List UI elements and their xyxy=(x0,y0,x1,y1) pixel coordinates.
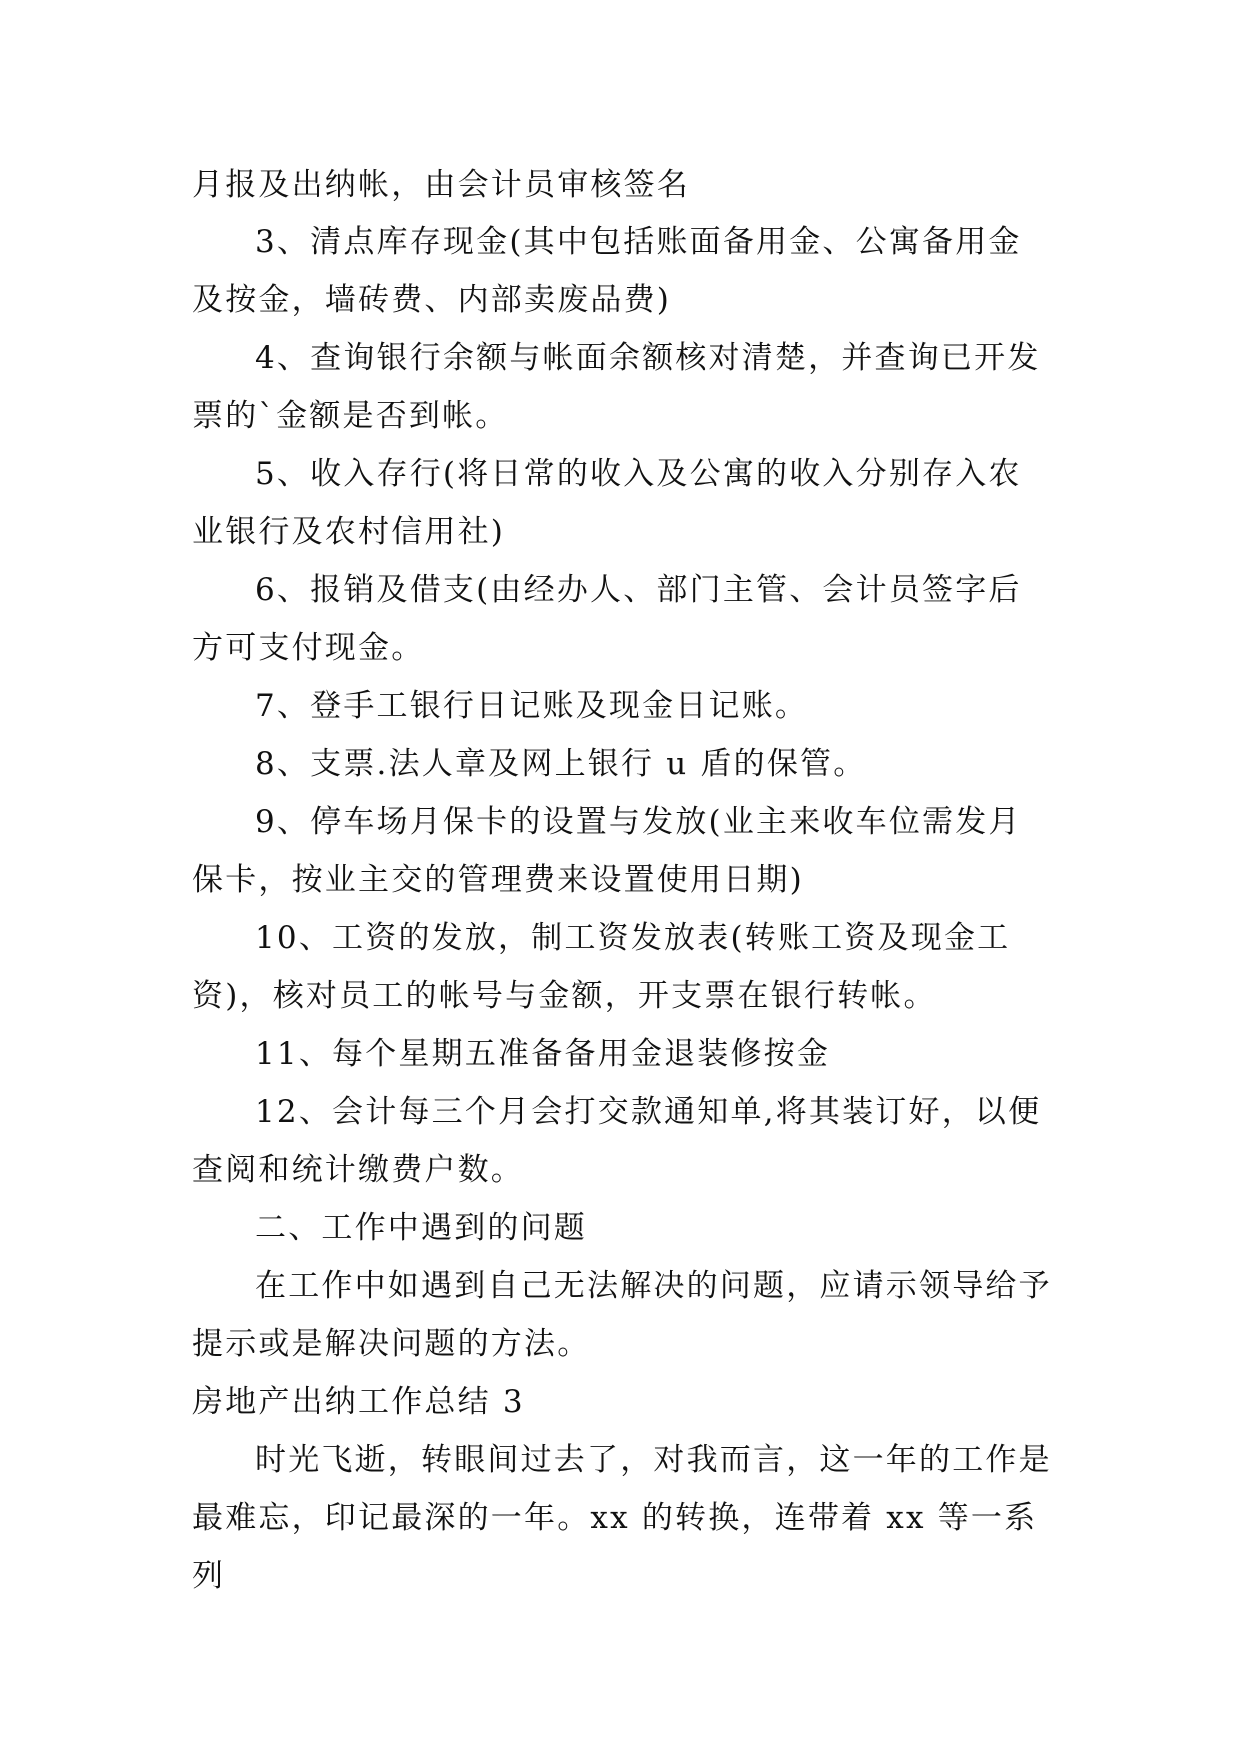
paragraph-item-6: 6、报销及借支(由经办人、部门主管、会计员签字后方可支付现金。 xyxy=(192,572,1022,666)
paragraph-item-4: 4、查询银行余额与帐面余额核对清楚，并查询已开发票的`金额是否到帐。 xyxy=(192,340,1041,434)
paragraph-continuation: 月报及出纳帐，由会计员审核签名 xyxy=(192,167,690,203)
section-heading: 二、工作中遇到的问题 xyxy=(255,1210,587,1246)
paragraph-item-12: 12、会计每三个月会打交款通知单,将其装订好，以便查阅和统计缴费户数。 xyxy=(192,1094,1042,1188)
paragraph-problems: 在工作中如遇到自己无法解决的问题，应请示领导给予提示或是解决问题的方法。 xyxy=(192,1268,1052,1362)
paragraph-intro: 时光飞逝，转眼间过去了，对我而言，这一年的工作是最难忘，印记最深的一年。xx 的转换，连带着 xx 等一系列 xyxy=(192,1442,1052,1594)
paragraph-item-10: 10、工资的发放，制工资发放表(转账工资及现金工资)，核对员工的帐号与金额，开支票在银行转帐。 xyxy=(192,920,1011,1014)
paragraph-item-9: 9、停车场月保卡的设置与发放(业主来收车位需发月保卡，按业主交的管理费来设置使用日期) xyxy=(192,804,1022,898)
paragraph-item-7: 7、登手工银行日记账及现金日记账。 xyxy=(255,688,809,724)
paragraph-item-11: 11、每个星期五准备备用金退装修按金 xyxy=(255,1036,831,1072)
paragraph-item-5: 5、收入存行(将日常的收入及公寓的收入分别存入农业银行及农村信用社) xyxy=(192,456,1022,550)
paragraph-item-8: 8、支票.法人章及网上银行 u 盾的保管。 xyxy=(255,746,867,782)
document-title: 房地产出纳工作总结 3 xyxy=(192,1384,525,1420)
paragraph-item-3: 3、清点库存现金(其中包括账面备用金、公寓备用金及按金，墙砖费、内部卖废品费) xyxy=(192,224,1022,318)
